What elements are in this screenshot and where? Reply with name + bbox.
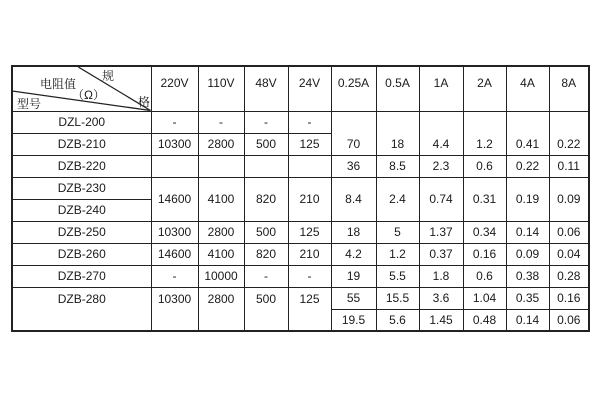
value-cell: [151, 155, 198, 177]
corner-resistance-label: 电阻值: [40, 77, 77, 91]
table-row: [12, 221, 589, 243]
value-cell: 2800: [198, 287, 244, 331]
value-cell: 820: [244, 177, 288, 221]
value-cell: 0.14: [506, 221, 549, 243]
value-cell: 4100: [198, 243, 244, 265]
corner-header-cell: [12, 66, 151, 111]
value-cell: 1.2: [463, 111, 506, 155]
col-header-2a: 2A: [463, 66, 506, 111]
value-cell: 0.74: [419, 177, 463, 221]
value-cell: 210: [288, 243, 331, 265]
value-cell: 0.16: [549, 287, 589, 309]
value-cell: -: [198, 111, 244, 133]
value-cell: 0.09: [549, 177, 589, 221]
value-cell: 10000: [198, 265, 244, 287]
value-cell: 5.6: [376, 309, 419, 331]
col-header-4a: 4A: [506, 66, 549, 111]
table-row: [12, 177, 589, 199]
value-cell: 1.8: [419, 265, 463, 287]
corner-spec-char-bottom: 格: [138, 95, 151, 109]
col-header-220v: 220V: [151, 66, 198, 111]
value-cell: 4.4: [419, 111, 463, 155]
corner-spec-char-top: 规: [102, 69, 115, 83]
model-cell: DZB-240: [12, 199, 151, 221]
col-header-0-5a: 0.5A: [376, 66, 419, 111]
value-cell: 8.4: [331, 177, 376, 221]
value-cell: 0.48: [463, 309, 506, 331]
value-cell: -: [288, 111, 331, 133]
value-cell: 5.5: [376, 265, 419, 287]
table-row: [12, 265, 589, 287]
table-row: [12, 287, 589, 309]
value-cell: 2800: [198, 221, 244, 243]
value-cell: 10300: [151, 287, 198, 331]
value-cell: 2800: [198, 133, 244, 155]
col-header-8a: 8A: [549, 66, 589, 111]
model-cell: DZB-280: [12, 287, 151, 331]
value-cell: 0.06: [549, 309, 589, 331]
value-cell: 55: [331, 287, 376, 309]
value-cell: 19.5: [331, 309, 376, 331]
value-cell: 125: [288, 287, 331, 331]
value-cell: 0.11: [549, 155, 589, 177]
value-cell: -: [151, 265, 198, 287]
value-cell: 8.5: [376, 155, 419, 177]
value-cell: 1.45: [419, 309, 463, 331]
table-row: [12, 111, 589, 133]
value-cell: 70: [331, 111, 376, 155]
header-row: [12, 66, 589, 111]
model-cell: DZB-220: [12, 155, 151, 177]
value-cell: 0.22: [506, 155, 549, 177]
value-cell: 500: [244, 133, 288, 155]
value-cell: 2.3: [419, 155, 463, 177]
value-cell: 1.37: [419, 221, 463, 243]
value-cell: 36: [331, 155, 376, 177]
value-cell: 2.4: [376, 177, 419, 221]
value-cell: 18: [331, 221, 376, 243]
value-cell: 0.16: [463, 243, 506, 265]
value-cell: 5: [376, 221, 419, 243]
value-cell: -: [244, 265, 288, 287]
value-cell: 4100: [198, 177, 244, 221]
value-cell: 0.34: [463, 221, 506, 243]
col-header-110v: 110V: [198, 66, 244, 111]
col-header-48v: 48V: [244, 66, 288, 111]
value-cell: 125: [288, 221, 331, 243]
model-cell: DZB-270: [12, 265, 151, 287]
value-cell: -: [288, 265, 331, 287]
value-cell: -: [151, 111, 198, 133]
value-cell: 18: [376, 111, 419, 155]
value-cell: [244, 155, 288, 177]
value-cell: 0.04: [549, 243, 589, 265]
value-cell: 0.19: [506, 177, 549, 221]
model-cell: DZB-260: [12, 243, 151, 265]
value-cell: 0.37: [419, 243, 463, 265]
value-cell: 14600: [151, 243, 198, 265]
value-cell: 15.5: [376, 287, 419, 309]
value-cell: 0.09: [506, 243, 549, 265]
value-cell: 3.6: [419, 287, 463, 309]
model-cell: DZB-230: [12, 177, 151, 199]
model-cell: DZL-200: [12, 111, 151, 133]
value-cell: [198, 155, 244, 177]
value-cell: 1.04: [463, 287, 506, 309]
col-header-24v: 24V: [288, 66, 331, 111]
value-cell: 820: [244, 243, 288, 265]
value-cell: 0.41: [506, 111, 549, 155]
value-cell: [288, 155, 331, 177]
table-row: [12, 155, 589, 177]
model-cell: DZB-250: [12, 221, 151, 243]
value-cell: 125: [288, 133, 331, 155]
value-cell: 0.6: [463, 265, 506, 287]
value-cell: 0.28: [549, 265, 589, 287]
value-cell: 210: [288, 177, 331, 221]
value-cell: 19: [331, 265, 376, 287]
resistance-spec-table: [11, 65, 590, 332]
value-cell: 500: [244, 221, 288, 243]
value-cell: 500: [244, 287, 288, 331]
value-cell: 0.35: [506, 287, 549, 309]
corner-resistance-unit: （Ω）: [72, 88, 105, 102]
value-cell: 0.14: [506, 309, 549, 331]
value-cell: 0.6: [463, 155, 506, 177]
corner-model-label: 型号: [17, 97, 42, 111]
col-header-0-25a: 0.25A: [331, 66, 376, 111]
col-header-1a: 1A: [419, 66, 463, 111]
model-cell: DZB-210: [12, 133, 151, 155]
table-row: [12, 243, 589, 265]
value-cell: -: [244, 111, 288, 133]
value-cell: 0.06: [549, 221, 589, 243]
value-cell: 4.2: [331, 243, 376, 265]
value-cell: 0.38: [506, 265, 549, 287]
value-cell: 0.31: [463, 177, 506, 221]
value-cell: 14600: [151, 177, 198, 221]
value-cell: 10300: [151, 133, 198, 155]
value-cell: 1.2: [376, 243, 419, 265]
value-cell: 0.22: [549, 111, 589, 155]
value-cell: 10300: [151, 221, 198, 243]
